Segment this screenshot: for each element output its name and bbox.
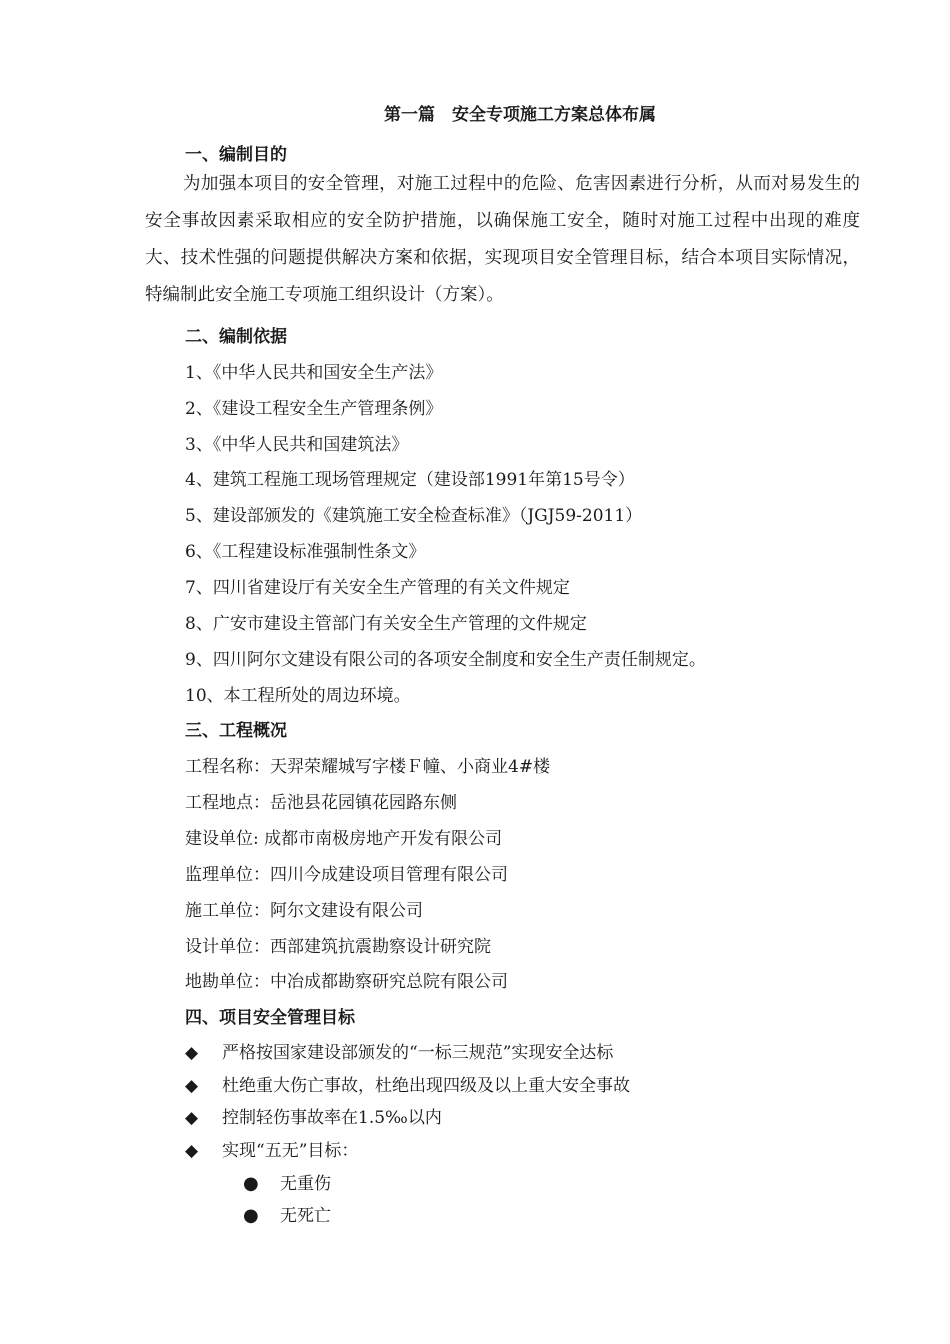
diamond-bullet-icon: ◆ [185, 1076, 199, 1096]
goal-subbullet [243, 1201, 331, 1226]
page-title: 第一篇 安全专项施工方案总体布属 [384, 105, 656, 125]
basis-item: 5、建设部颁发的《建筑施工安全检查标准》（JGJ59-2011） [185, 506, 643, 526]
diamond-bullet-icon: ◆ [185, 1108, 199, 1128]
basis-item: 3、《中华人民共和国建筑法》 [185, 435, 409, 455]
section-heading-goals: 四、项目安全管理目标 [185, 1008, 355, 1028]
circle-bullet-icon: ● [243, 1205, 259, 1226]
diamond-bullet-icon: ◆ [185, 1141, 199, 1161]
section-heading-overview: 三、工程概况 [185, 721, 287, 741]
goal-subbullet [243, 1169, 331, 1194]
overview-item: 建设单位: 成都市南极房地产开发有限公司 [185, 829, 503, 849]
purpose-paragraph: 为加强本项目的安全管理，对施工过程中的危险、危害因素进行分析，从而对易发生的安全事故因素采取相应的安全防护措施，以确保施工安全，随时对施工过程中出现的难度大、技术性强的问题提供解决方案和依据，实现项目安全管理目标，结合本项目实际情况，特编制此安全施工专项施工组织设计（方案）。 [145, 174, 860, 305]
subgoal-text: 无重伤 [280, 1174, 331, 1194]
goal-bullet [185, 1136, 358, 1161]
basis-item: 6、《工程建设标准强制性条文》 [185, 542, 426, 562]
overview-item: 工程名称：天羿荣耀城写字楼Ｆ幢、小商业4#楼 [185, 757, 551, 777]
goal-text: 严格按国家建设部颁发的“一标三规范”实现安全达标 [222, 1043, 614, 1063]
diamond-bullet-icon: ◆ [185, 1043, 199, 1063]
basis-item: 8、广安市建设主管部门有关安全生产管理的文件规定 [185, 614, 587, 634]
overview-item: 监理单位：四川今成建设项目管理有限公司 [185, 865, 508, 885]
subgoal-text: 无死亡 [280, 1206, 331, 1226]
goal-text: 实现“五无”目标： [222, 1141, 359, 1161]
basis-item: 7、四川省建设厅有关安全生产管理的有关文件规定 [185, 578, 570, 598]
overview-item: 工程地点：岳池县花园镇花园路东侧 [185, 793, 457, 813]
basis-item: 1、《中华人民共和国安全生产法》 [185, 363, 443, 383]
basis-item: 10、本工程所处的周边环境。 [185, 686, 411, 706]
basis-item: 9、四川阿尔文建设有限公司的各项安全制度和安全生产责任制规定。 [185, 650, 706, 670]
basis-item: 2、《建设工程安全生产管理条例》 [185, 399, 443, 419]
overview-item: 设计单位：西部建筑抗震勘察设计研究院 [185, 937, 491, 957]
goal-text: 杜绝重大伤亡事故，杜绝出现四级及以上重大安全事故 [222, 1076, 630, 1096]
goal-text: 控制轻伤事故率在1.5‰以内 [222, 1108, 442, 1128]
goal-bullet [185, 1038, 613, 1063]
circle-bullet-icon: ● [243, 1173, 259, 1194]
basis-item: 4、建筑工程施工现场管理规定（建设部1991年第15号令） [185, 470, 635, 490]
goal-bullet [185, 1103, 442, 1128]
goal-bullet [185, 1071, 630, 1096]
overview-item: 地勘单位：中冶成都勘察研究总院有限公司 [185, 972, 508, 992]
section-heading-basis: 二、编制依据 [185, 327, 287, 347]
overview-item: 施工单位：阿尔文建设有限公司 [185, 901, 423, 921]
section-heading-purpose: 一、编制目的 [185, 145, 287, 165]
